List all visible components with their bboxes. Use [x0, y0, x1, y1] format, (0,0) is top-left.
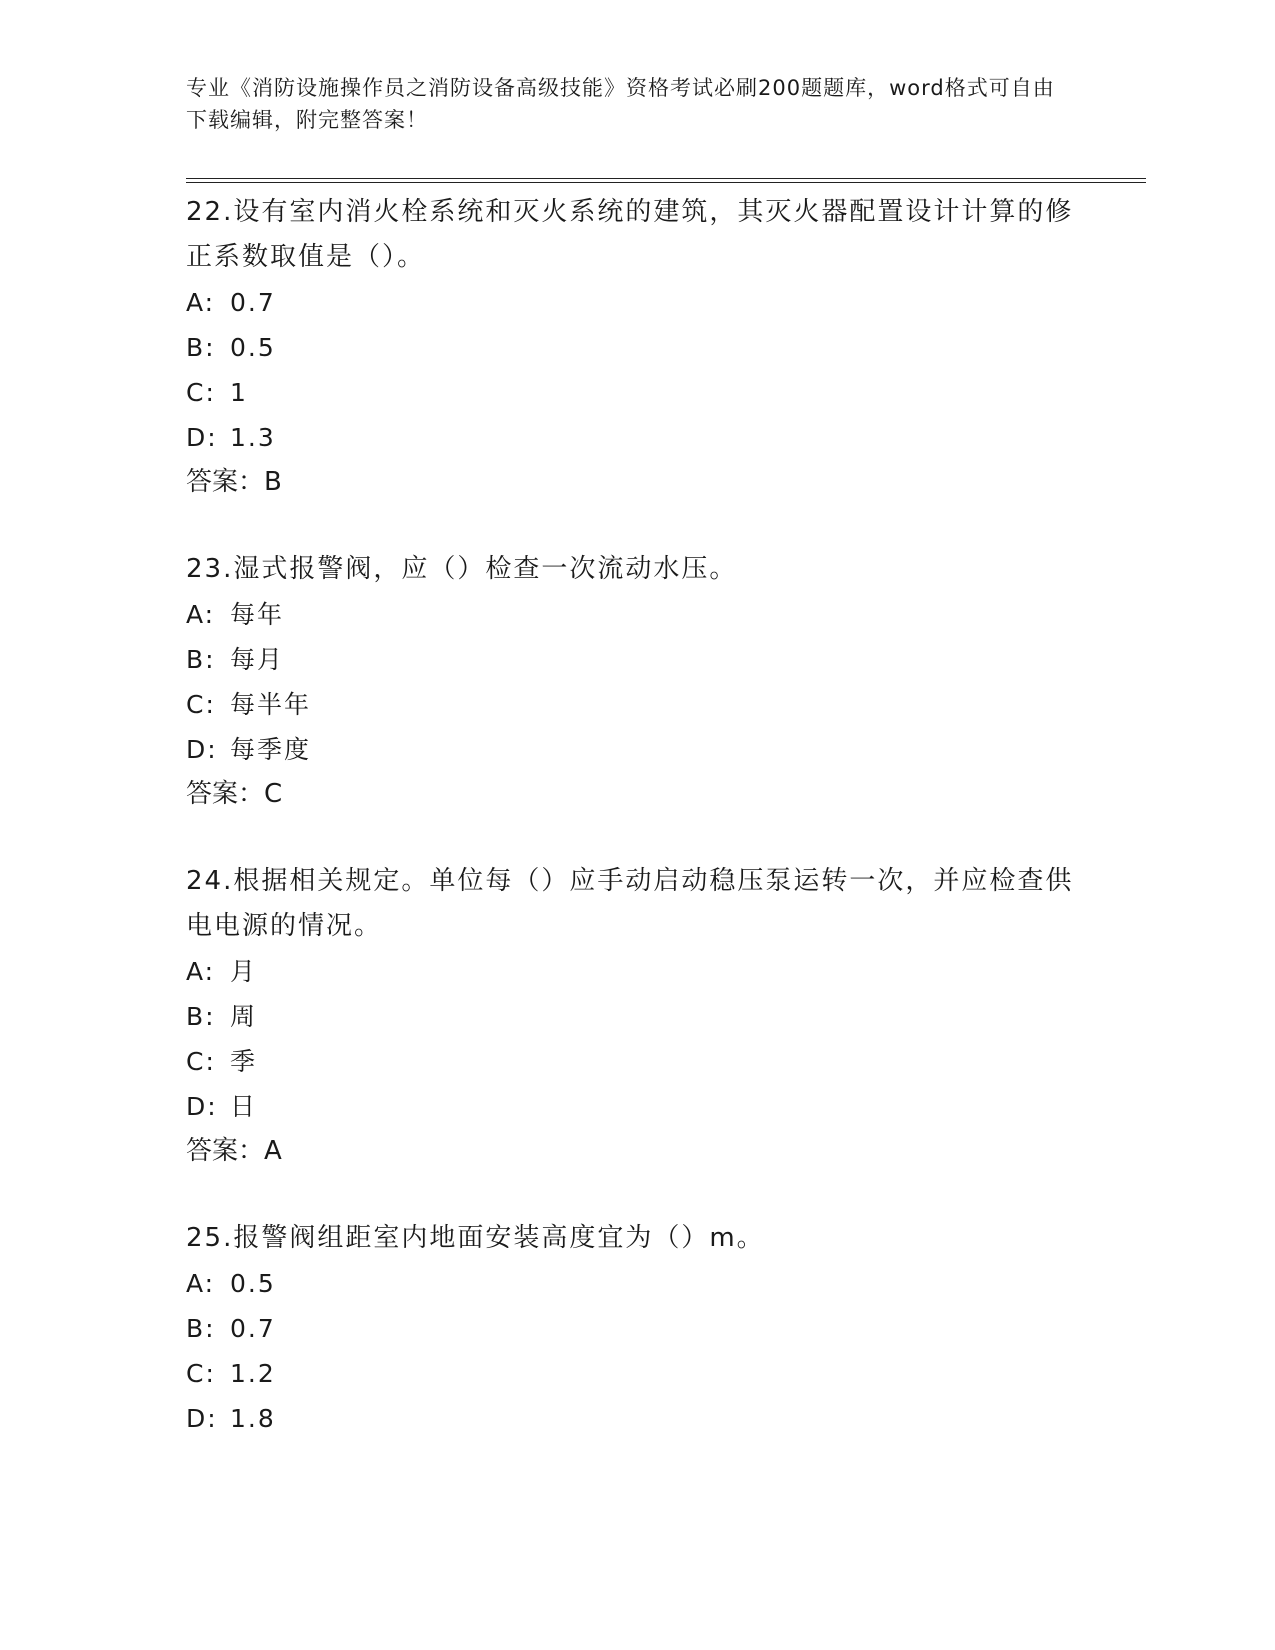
option-letter: D: — [186, 1092, 218, 1121]
option-text: 每年 — [230, 600, 285, 629]
option-d — [186, 727, 1086, 772]
answer-line: 答案：A — [186, 1136, 282, 1166]
option-c — [186, 370, 1086, 415]
option-letter: C: — [186, 378, 216, 407]
header-divider-top — [186, 178, 1146, 179]
option-text: 周 — [230, 1002, 258, 1031]
option-text: 0.5 — [230, 1269, 276, 1298]
option-c — [186, 1039, 1086, 1084]
option-text: 0.7 — [230, 1314, 276, 1343]
option-b — [186, 1306, 1086, 1351]
question-list — [186, 190, 1086, 1483]
option-text: 1.8 — [230, 1404, 276, 1433]
option-text: 季 — [230, 1047, 258, 1076]
option-text: 1.3 — [230, 423, 276, 452]
option-d — [186, 1396, 1086, 1441]
option-a — [186, 949, 1086, 994]
option-text: 0.5 — [230, 333, 276, 362]
option-letter: A: — [186, 957, 216, 986]
option-letter: C: — [186, 1047, 216, 1076]
option-text: 0.7 — [230, 288, 276, 317]
option-letter: C: — [186, 690, 216, 719]
option-letter: A: — [186, 600, 216, 629]
option-d — [186, 415, 1086, 460]
question-text: 23.湿式报警阀，应（）检查一次流动水压。 — [186, 554, 738, 584]
option-letter: A: — [186, 1269, 216, 1298]
option-text: 1.2 — [230, 1359, 276, 1388]
option-letter: D: — [186, 1404, 218, 1433]
option-text: 每月 — [230, 645, 285, 674]
option-letter: C: — [186, 1359, 216, 1388]
option-letter: B: — [186, 645, 216, 674]
option-letter: B: — [186, 1314, 216, 1343]
question-24 — [186, 859, 1086, 1174]
option-letter: A: — [186, 288, 216, 317]
option-b — [186, 637, 1086, 682]
option-letter: B: — [186, 333, 216, 362]
header-divider-bottom — [186, 182, 1146, 183]
option-letter: D: — [186, 735, 218, 764]
question-text: 25.报警阀组距室内地面安装高度宜为（）m。 — [186, 1223, 765, 1253]
option-c — [186, 682, 1086, 727]
option-b — [186, 325, 1086, 370]
answer-line: 答案：C — [186, 779, 283, 809]
option-text: 日 — [230, 1092, 258, 1121]
option-letter: D: — [186, 423, 218, 452]
question-23 — [186, 547, 1086, 817]
option-text: 每季度 — [230, 735, 312, 764]
option-text: 月 — [230, 957, 258, 986]
option-b — [186, 994, 1086, 1039]
option-a — [186, 1261, 1086, 1306]
document-header: 专业《消防设施操作员之消防设备高级技能》资格考试必刷200题题库，word格式可自由下载编辑，附完整答案！ — [186, 76, 1055, 132]
option-letter: B: — [186, 1002, 216, 1031]
question-22 — [186, 190, 1086, 505]
question-text: 24.根据相关规定。单位每（）应手动启动稳压泵运转一次，并应检查供电电源的情况。 — [186, 866, 1074, 941]
answer-line: 答案：B — [186, 467, 282, 497]
question-25 — [186, 1216, 1086, 1441]
option-a — [186, 592, 1086, 637]
option-text: 1 — [230, 378, 248, 407]
option-d — [186, 1084, 1086, 1129]
option-c — [186, 1351, 1086, 1396]
question-text: 22.设有室内消火栓系统和灭火系统的建筑，其灭火器配置设计计算的修正系数取值是（）。 — [186, 197, 1074, 272]
option-a — [186, 280, 1086, 325]
option-text: 每半年 — [230, 690, 312, 719]
